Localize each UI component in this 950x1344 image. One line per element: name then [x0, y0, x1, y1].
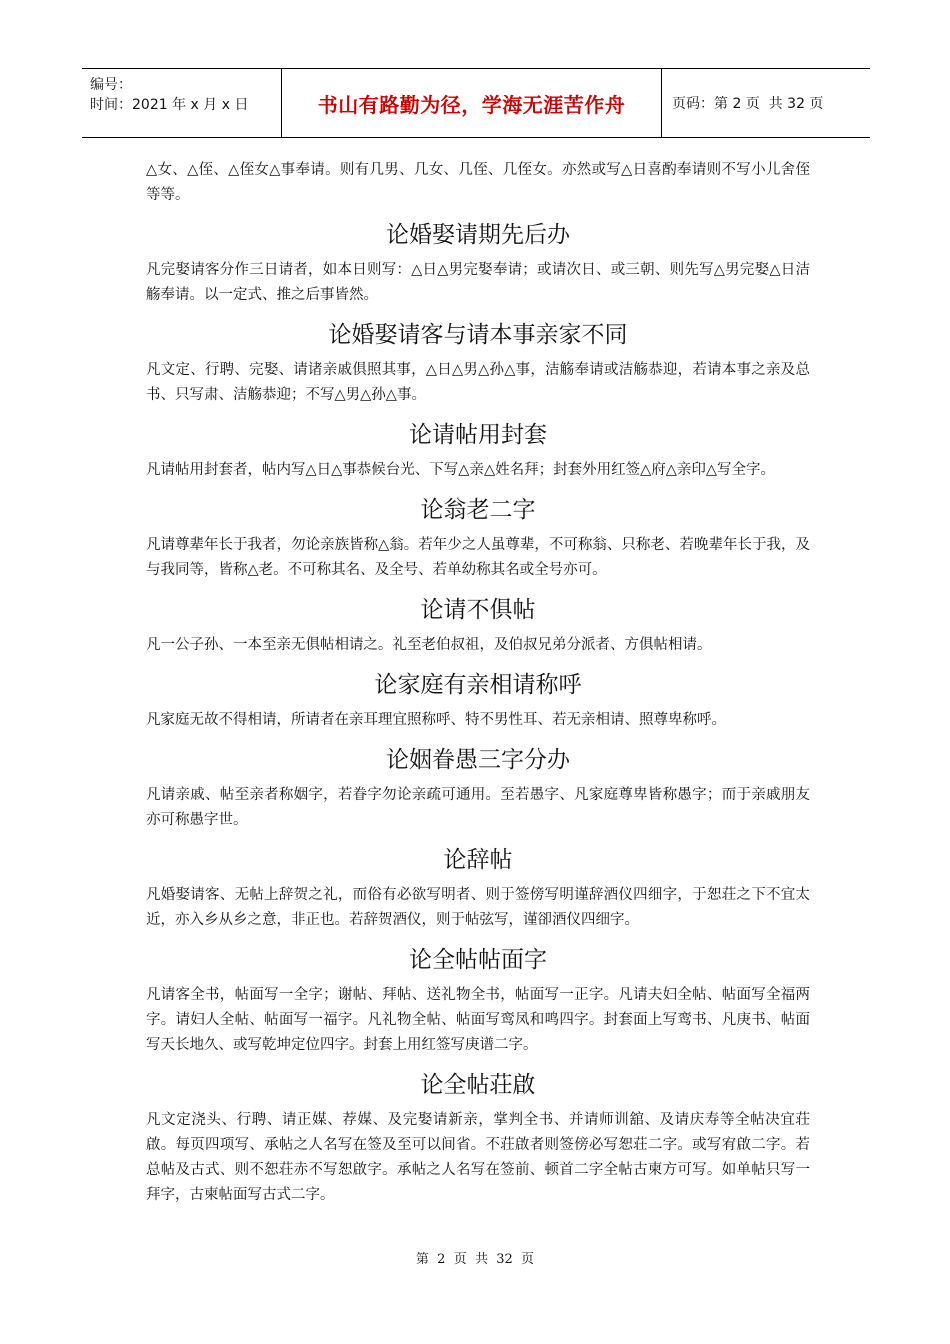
section-body: 凡请帖用封套者，帖内写△日△事恭候台光、下写△亲△姓名拜；封套外用红签△府△亲印△写全字。	[146, 462, 776, 478]
section-title: 论姻眷愚三字分办	[386, 747, 570, 773]
section-title: 论辞帖	[443, 847, 513, 873]
section-title: 论请帖用封套	[409, 422, 547, 448]
header-motto-cell	[282, 69, 662, 137]
date-line: 时间：2021 年 x 月 x 日	[90, 97, 249, 113]
intro-paragraph: △女、△侄、△侄女△事奉请。则有几男、几女、几侄、几侄女。亦然或写△日喜酌奉请则不写小儿舍侄等等。	[146, 162, 810, 203]
section-body: 凡请客全书，帖面写一全字；谢帖、拜帖、送礼物全书，帖面写一正字。凡请夫妇全帖、帖面写全福两字。请妇人全帖、帖面写一福字。凡礼物全帖、帖面写鸾凤和鸣四字。封套面上写鸾书、凡庚书、帖面写天长地久、或写乾坤定位四字。封套上用红签写庚谱二字。	[146, 987, 810, 1053]
page-footer: 第 2 页 共 32 页	[415, 1252, 535, 1267]
header-meta	[82, 69, 282, 137]
document-number-label: 编号：	[90, 77, 132, 93]
section-body: 凡文定、行聘、完娶、请诸亲戚俱照其事，△日△男△孙△事，洁觞奉请或洁觞恭迎，若请本事之亲及总书、只写肃、洁觞恭迎；不写△男△孙△事。	[146, 362, 810, 403]
section-body: 凡请尊辈年长于我者，勿论亲族皆称△翁。若年少之人虽尊辈，不可称翁、只称老、若晚辈年长于我，及与我同等，皆称△老。不可称其名、及全号、若单幼称其名或全号亦可。	[146, 537, 810, 578]
section-title: 论全帖帖面字	[409, 947, 547, 973]
page-info: 页码：第 2 页 共 32 页	[672, 96, 824, 112]
page-header	[82, 68, 870, 138]
section-title: 论婚娶请期先后办	[386, 222, 570, 248]
document-body	[146, 158, 810, 1208]
section-body: 凡一公子孙、一本至亲无俱帖相请之。礼至老伯叔祖，及伯叔兄弟分派者、方俱帖相请。	[146, 637, 712, 653]
section-title: 论家庭有亲相请称呼	[374, 672, 582, 698]
motto-text: 书山有路勤为径，学海无涯苦作舟	[317, 92, 626, 117]
section-body: 凡文定浇头、行聘、请正媒、荐媒、及完娶请新亲，掌判全书、并请师训舘、及请庆寿等全帖决宜荘啟。每页四项写、承帖之人名写在签及至可以间省。不荘啟者则签傍必写恕荘二字。或写宥啟二字。若总帖及古式、则不恕荘赤不写恕啟字。承帖之人名写在签前、顿首二字全帖古柬方可写。如单帖只写一拜字，古柬帖面写古式二字。	[146, 1112, 810, 1203]
section-body: 凡请亲戚、帖至亲者称姻字，若眷字勿论亲疏可通用。至若愚字、凡家庭尊卑皆称愚字；而于亲戚朋友亦可称愚字世。	[146, 787, 810, 828]
header-page-info-cell	[662, 69, 870, 137]
section-title: 论全帖荘啟	[420, 1072, 536, 1098]
section-title: 论翁老二字	[420, 497, 536, 523]
section-title: 论婚娶请客与请本事亲家不同	[328, 322, 628, 348]
section-title: 论请不俱帖	[420, 597, 536, 623]
section-body: 凡家庭无故不得相请，所请者在亲耳理宜照称呼、特不男性耳、若无亲相请、照尊卑称呼。	[146, 712, 726, 728]
section-body: 凡完娶请客分作三日请者，如本日则写：△日△男完娶奉请；或请次日、或三朝、则先写△男完娶△日洁觞奉请。以一定式、推之后事皆然。	[146, 262, 810, 303]
section-body: 凡婚娶请客、无帖上辞贺之礼，而俗有必欲写明者、则于签傍写明谨辞酒仪四细字，于恕荘之下不宜太近，亦入乡从乡之意，非正也。若辞贺酒仪，则于帖弦写，谨卻酒仪四细字。	[146, 887, 810, 928]
